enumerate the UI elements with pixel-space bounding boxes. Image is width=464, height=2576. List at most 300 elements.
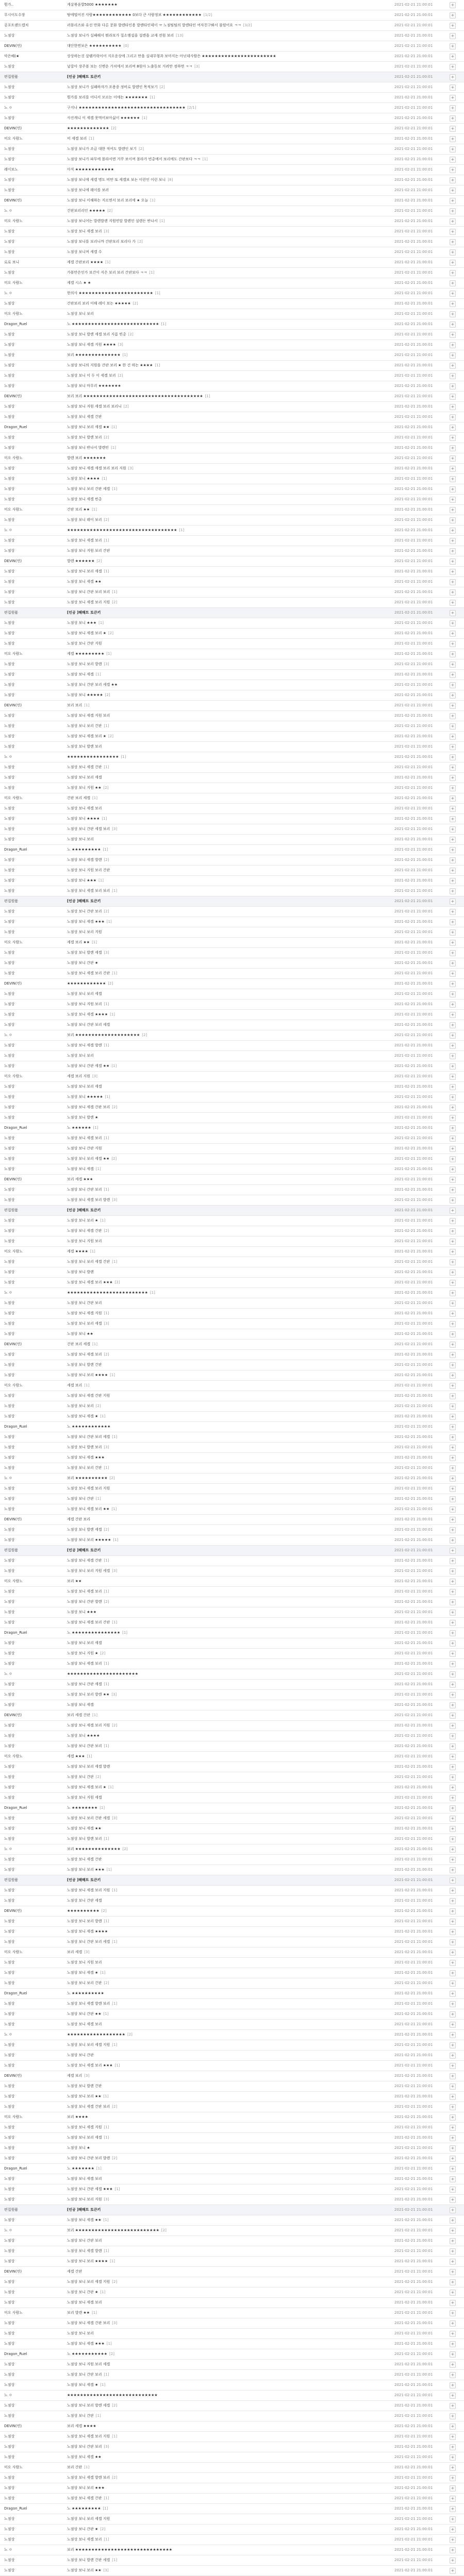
post-row[interactable] (0, 1236, 464, 1247)
post-writer[interactable]: 노점상 (4, 2568, 15, 2572)
expand-plus-icon[interactable]: + (450, 950, 456, 956)
post-writer[interactable]: 미오 사람노 (4, 1249, 23, 1253)
post-title-link[interactable] (67, 824, 387, 834)
post-writer[interactable]: 노점상 (4, 683, 15, 687)
post-title-link[interactable] (67, 2504, 387, 2514)
expand-plus-icon[interactable]: + (450, 2506, 456, 2512)
expand-plus-icon[interactable]: + (450, 1259, 456, 1265)
expand-plus-icon[interactable]: + (450, 1300, 456, 1307)
post-row[interactable] (0, 1267, 464, 1278)
post-title-link[interactable] (67, 1443, 387, 1452)
expand-plus-icon[interactable]: + (450, 2269, 456, 2275)
post-title-link[interactable] (67, 1216, 387, 1226)
post-writer[interactable]: 뭔가.. (4, 3, 13, 7)
post-writer[interactable]: 노점상 (4, 2403, 15, 2408)
expand-plus-icon[interactable]: + (450, 1805, 456, 1811)
post-row[interactable] (0, 907, 464, 917)
post-row[interactable] (0, 546, 464, 556)
post-writer[interactable]: 노점상 (4, 2517, 15, 2521)
post-row[interactable] (0, 752, 464, 762)
post-row[interactable] (0, 2514, 464, 2524)
expand-plus-icon[interactable]: + (450, 1991, 456, 1997)
expand-plus-icon[interactable]: + (450, 1713, 456, 1719)
post-row[interactable] (0, 1927, 464, 1937)
post-writer[interactable]: 편집원품 (4, 1208, 19, 1212)
notice-row[interactable] (0, 1546, 464, 1556)
post-title-link[interactable] (67, 2370, 387, 2380)
post-title-link[interactable] (67, 762, 387, 772)
post-writer[interactable]: 노점상 (4, 868, 15, 872)
post-title-link[interactable] (67, 2535, 387, 2545)
post-writer[interactable]: 노점상 (4, 2455, 15, 2459)
post-title-link[interactable] (67, 2524, 387, 2534)
expand-plus-icon[interactable]: + (450, 352, 456, 359)
expand-plus-icon[interactable]: + (450, 713, 456, 719)
post-row[interactable] (0, 2545, 464, 2555)
post-title-link[interactable] (67, 1649, 387, 1658)
post-title-link[interactable] (67, 598, 387, 607)
expand-plus-icon[interactable]: + (450, 1063, 456, 1070)
post-writer[interactable]: 노점상 (4, 188, 15, 192)
expand-plus-icon[interactable]: + (450, 507, 456, 513)
post-writer[interactable]: 노 ㅇ (4, 106, 12, 110)
post-writer[interactable]: Dragon_Ruel (4, 1425, 27, 1429)
post-title-link[interactable] (67, 1659, 387, 1669)
post-writer[interactable]: 노점상 (4, 415, 15, 419)
post-writer[interactable]: 노점상 (4, 1239, 15, 1243)
post-title-link[interactable] (67, 1350, 387, 1360)
post-title-link[interactable] (67, 495, 387, 504)
expand-plus-icon[interactable]: + (450, 2382, 456, 2388)
post-row[interactable] (0, 2463, 464, 2473)
post-writer[interactable]: 노점상 (4, 1455, 15, 1460)
expand-plus-icon[interactable]: + (450, 631, 456, 637)
post-title-link[interactable] (67, 155, 387, 164)
post-writer[interactable]: 노점상 (4, 301, 15, 306)
post-row[interactable] (0, 1360, 464, 1370)
post-writer[interactable]: 노점상 (4, 1528, 15, 1532)
post-title-link[interactable] (67, 1525, 387, 1535)
post-writer[interactable]: 노점상 (4, 693, 15, 697)
expand-plus-icon[interactable]: + (450, 188, 456, 194)
post-row[interactable] (0, 392, 464, 402)
post-row[interactable] (0, 2473, 464, 2483)
post-title-link[interactable] (67, 2421, 387, 2431)
post-writer[interactable]: 노점상 (4, 1321, 15, 1326)
post-row[interactable] (0, 2380, 464, 2391)
post-title-link[interactable] (67, 546, 387, 556)
expand-plus-icon[interactable]: + (450, 888, 456, 894)
post-title-link[interactable] (67, 2112, 387, 2122)
post-row[interactable] (0, 783, 464, 793)
post-writer[interactable]: DEVIN(연) (4, 126, 22, 130)
post-row[interactable] (0, 0, 464, 10)
post-writer[interactable]: 노점상 (4, 1589, 15, 1594)
expand-plus-icon[interactable]: + (450, 2, 456, 8)
post-writer[interactable]: 노 ㅇ (4, 2228, 12, 2232)
expand-plus-icon[interactable]: + (450, 2341, 456, 2347)
expand-plus-icon[interactable]: + (450, 1785, 456, 1791)
post-row[interactable] (0, 1288, 464, 1298)
post-writer[interactable]: 노점상 (4, 538, 15, 543)
expand-plus-icon[interactable]: + (450, 2537, 456, 2543)
post-title-link[interactable] (67, 2555, 387, 2565)
post-writer[interactable]: 노점상 (4, 64, 15, 69)
post-writer[interactable]: 노점상 (4, 1146, 15, 1150)
expand-plus-icon[interactable]: + (450, 2485, 456, 2492)
post-title-link[interactable] (67, 1875, 387, 1885)
post-writer[interactable]: 편집원품 (4, 75, 19, 79)
post-writer[interactable]: 노점상 (4, 518, 15, 522)
expand-plus-icon[interactable]: + (450, 795, 456, 802)
post-title-link[interactable] (67, 855, 387, 865)
post-title-link[interactable] (67, 2102, 387, 2112)
post-title-link[interactable] (67, 1422, 387, 1432)
expand-plus-icon[interactable]: + (450, 208, 456, 214)
expand-plus-icon[interactable]: + (450, 157, 456, 163)
post-title-link[interactable] (67, 2308, 387, 2318)
post-title-link[interactable] (67, 1072, 387, 1081)
post-writer[interactable]: 노점상 (4, 2558, 15, 2562)
post-row[interactable] (0, 2370, 464, 2380)
post-title-link[interactable] (67, 958, 387, 968)
expand-plus-icon[interactable]: + (450, 1383, 456, 1389)
expand-plus-icon[interactable]: + (450, 1424, 456, 1430)
post-writer[interactable]: 노점상 (4, 33, 15, 38)
post-writer[interactable]: 노점상 (4, 1507, 15, 1511)
post-writer[interactable]: 노점상 (4, 2177, 15, 2181)
post-writer[interactable]: 노점상 (4, 1188, 15, 1192)
post-writer[interactable]: 노점상 (4, 1610, 15, 1614)
post-writer[interactable]: 노점상 (4, 2136, 15, 2140)
expand-plus-icon[interactable]: + (450, 1053, 456, 1059)
expand-plus-icon[interactable]: + (450, 2094, 456, 2100)
post-title-link[interactable] (67, 979, 387, 989)
post-row[interactable] (0, 62, 464, 72)
post-title-link[interactable] (67, 113, 387, 123)
expand-plus-icon[interactable]: + (450, 826, 456, 833)
post-writer[interactable]: DEVIN(연) (4, 981, 22, 986)
post-row[interactable] (0, 1082, 464, 1092)
post-title-link[interactable] (67, 1793, 387, 1803)
post-row[interactable] (0, 2494, 464, 2504)
expand-plus-icon[interactable]: + (450, 311, 456, 317)
expand-plus-icon[interactable]: + (450, 260, 456, 266)
post-row[interactable] (0, 1669, 464, 1680)
expand-plus-icon[interactable]: + (450, 754, 456, 760)
post-row[interactable] (0, 1783, 464, 1793)
post-writer[interactable]: 노점상 (4, 1816, 15, 1820)
expand-plus-icon[interactable]: + (450, 33, 456, 39)
expand-plus-icon[interactable]: + (450, 332, 456, 338)
post-row[interactable] (0, 206, 464, 216)
expand-plus-icon[interactable]: + (450, 868, 456, 874)
post-title-link[interactable] (67, 216, 387, 226)
expand-plus-icon[interactable]: + (450, 1609, 456, 1616)
expand-plus-icon[interactable]: + (450, 1197, 456, 1204)
post-writer[interactable]: 노점상 (4, 1734, 15, 1738)
post-title-link[interactable] (67, 1577, 387, 1586)
expand-plus-icon[interactable]: + (450, 301, 456, 307)
post-row[interactable] (0, 2123, 464, 2133)
post-title-link[interactable] (67, 1257, 387, 1267)
post-row[interactable] (0, 1319, 464, 1329)
post-writer[interactable]: 노점상 (4, 1765, 15, 1769)
post-title-link[interactable] (67, 587, 387, 597)
post-row[interactable] (0, 969, 464, 979)
post-writer[interactable]: 노점상 (4, 332, 15, 336)
post-title-link[interactable] (67, 866, 387, 875)
expand-plus-icon[interactable]: + (450, 569, 456, 575)
expand-plus-icon[interactable]: + (450, 12, 456, 19)
post-writer[interactable]: 노점상 (4, 1929, 15, 1934)
post-row[interactable] (0, 670, 464, 680)
post-writer[interactable]: 노점상 (4, 621, 15, 625)
post-row[interactable] (0, 237, 464, 247)
post-title-link[interactable] (67, 804, 387, 814)
post-title-link[interactable] (67, 1154, 387, 1164)
post-row[interactable] (0, 495, 464, 505)
expand-plus-icon[interactable]: + (450, 837, 456, 843)
post-title-link[interactable] (67, 1515, 387, 1524)
expand-plus-icon[interactable]: + (450, 1764, 456, 1770)
post-title-link[interactable] (67, 2236, 387, 2246)
post-title-link[interactable] (67, 1226, 387, 1236)
expand-plus-icon[interactable]: + (450, 1826, 456, 1832)
expand-plus-icon[interactable]: + (450, 1548, 456, 1554)
post-row[interactable] (0, 1340, 464, 1350)
post-row[interactable] (0, 618, 464, 629)
notice-row[interactable] (0, 608, 464, 618)
post-row[interactable] (0, 2524, 464, 2535)
expand-plus-icon[interactable]: + (450, 2176, 456, 2182)
post-title-link[interactable] (67, 1401, 387, 1411)
post-row[interactable] (0, 2092, 464, 2102)
post-row[interactable] (0, 2329, 464, 2339)
post-row[interactable] (0, 1515, 464, 1525)
post-row[interactable] (0, 1443, 464, 1453)
post-title-link[interactable] (67, 103, 387, 113)
post-title-link[interactable] (67, 1412, 387, 1421)
post-row[interactable] (0, 1226, 464, 1236)
post-title-link[interactable] (67, 1741, 387, 1751)
post-row[interactable] (0, 1123, 464, 1133)
expand-plus-icon[interactable]: + (450, 651, 456, 657)
post-row[interactable] (0, 1247, 464, 1257)
expand-plus-icon[interactable]: + (450, 383, 456, 389)
expand-plus-icon[interactable]: + (450, 1846, 456, 1853)
post-title-link[interactable] (67, 340, 387, 350)
post-row[interactable] (0, 526, 464, 536)
expand-plus-icon[interactable]: + (450, 1105, 456, 1111)
post-title-link[interactable] (67, 227, 387, 236)
expand-plus-icon[interactable]: + (450, 2413, 456, 2419)
post-writer[interactable]: 노점상 (4, 858, 15, 862)
post-row[interactable] (0, 1175, 464, 1185)
expand-plus-icon[interactable]: + (450, 610, 456, 616)
post-writer[interactable]: 노점상 (4, 2290, 15, 2294)
notice-row[interactable] (0, 1206, 464, 1216)
post-writer[interactable]: 노점상 (4, 1662, 15, 1666)
expand-plus-icon[interactable]: + (450, 2279, 456, 2285)
post-writer[interactable]: 악은혜(★ (4, 54, 20, 58)
expand-plus-icon[interactable]: + (450, 445, 456, 451)
post-row[interactable] (0, 10, 464, 21)
post-writer[interactable]: 노점상 (4, 1569, 15, 1573)
post-title-link[interactable] (67, 1690, 387, 1700)
post-title-link[interactable] (67, 392, 387, 401)
expand-plus-icon[interactable]: + (450, 1239, 456, 1245)
post-title-link[interactable] (67, 1267, 387, 1277)
post-title-link[interactable] (67, 752, 387, 762)
post-row[interactable] (0, 340, 464, 350)
post-writer[interactable]: 노점상 (4, 85, 15, 89)
expand-plus-icon[interactable]: + (450, 2557, 456, 2564)
post-writer[interactable]: 노점상 (4, 95, 15, 99)
post-title-link[interactable] (67, 1710, 387, 1720)
expand-plus-icon[interactable]: + (450, 1362, 456, 1368)
post-row[interactable] (0, 412, 464, 422)
post-title-link[interactable] (67, 721, 387, 731)
post-title-link[interactable] (67, 2442, 387, 2452)
post-title-link[interactable] (67, 2205, 387, 2215)
post-title-link[interactable] (67, 2184, 387, 2194)
post-title-link[interactable] (67, 2339, 387, 2349)
post-writer[interactable]: 노점상 (4, 2187, 15, 2191)
post-title-link[interactable] (67, 1803, 387, 1813)
post-title-link[interactable] (67, 773, 387, 783)
notice-row[interactable] (0, 2205, 464, 2215)
post-writer[interactable]: 노 ㅇ (4, 1291, 12, 1295)
post-title-link[interactable] (67, 1855, 387, 1865)
expand-plus-icon[interactable]: + (450, 1249, 456, 1255)
post-title-link[interactable] (67, 680, 387, 690)
post-row[interactable] (0, 93, 464, 103)
post-writer[interactable]: 노점상 (4, 2486, 15, 2490)
expand-plus-icon[interactable]: + (450, 2032, 456, 2038)
post-title-link[interactable] (67, 361, 387, 370)
post-row[interactable] (0, 1370, 464, 1381)
post-writer[interactable]: 노점상 (4, 2527, 15, 2531)
post-title-link[interactable] (67, 1391, 387, 1401)
expand-plus-icon[interactable]: + (450, 74, 456, 80)
post-title-link[interactable] (67, 1463, 387, 1473)
post-row[interactable] (0, 2184, 464, 2195)
post-row[interactable] (0, 113, 464, 124)
post-row[interactable] (0, 855, 464, 866)
expand-plus-icon[interactable]: + (450, 909, 456, 915)
post-row[interactable] (0, 2318, 464, 2329)
expand-plus-icon[interactable]: + (450, 218, 456, 225)
post-writer[interactable]: 미오 사람노 (4, 1950, 23, 1954)
expand-plus-icon[interactable]: + (450, 1187, 456, 1193)
post-writer[interactable]: 노점상 (4, 765, 15, 769)
notice-row[interactable] (0, 72, 464, 82)
post-row[interactable] (0, 1103, 464, 1113)
expand-plus-icon[interactable]: + (450, 600, 456, 606)
post-writer[interactable]: 노점상 (4, 1373, 15, 1377)
post-writer[interactable]: 노 ㅇ (4, 291, 12, 295)
expand-plus-icon[interactable]: + (450, 239, 456, 245)
post-writer[interactable]: DEVIN(연) (4, 1342, 22, 1346)
post-writer[interactable]: 노점상 (4, 353, 15, 357)
post-row[interactable] (0, 371, 464, 381)
expand-plus-icon[interactable]: + (450, 2372, 456, 2378)
post-row[interactable] (0, 680, 464, 690)
post-title-link[interactable] (67, 1298, 387, 1308)
post-title-link[interactable] (67, 371, 387, 381)
expand-plus-icon[interactable]: + (450, 785, 456, 791)
post-title-link[interactable] (67, 907, 387, 917)
post-title-link[interactable] (67, 2040, 387, 2050)
post-title-link[interactable] (67, 742, 387, 752)
post-row[interactable] (0, 155, 464, 165)
expand-plus-icon[interactable]: + (450, 1115, 456, 1121)
post-title-link[interactable] (67, 783, 387, 793)
expand-plus-icon[interactable]: + (450, 1661, 456, 1667)
post-writer[interactable]: 노점상 (4, 1497, 15, 1501)
post-row[interactable] (0, 474, 464, 484)
post-row[interactable] (0, 1607, 464, 1618)
post-row[interactable] (0, 381, 464, 392)
post-title-link[interactable] (67, 1958, 387, 1968)
post-title-link[interactable] (67, 1947, 387, 1957)
post-row[interactable] (0, 1535, 464, 1546)
post-row[interactable] (0, 309, 464, 319)
expand-plus-icon[interactable]: + (450, 2001, 456, 2007)
post-writer[interactable]: 노점상 (4, 2414, 15, 2418)
expand-plus-icon[interactable]: + (450, 2320, 456, 2327)
post-writer[interactable]: 미오 사람노 (4, 456, 23, 460)
post-writer[interactable]: 노점상 (4, 1558, 15, 1563)
post-row[interactable] (0, 1649, 464, 1659)
post-row[interactable] (0, 2102, 464, 2112)
post-writer[interactable]: 노점상 (4, 2063, 15, 2067)
post-writer[interactable]: 노점상 (4, 435, 15, 439)
post-title-link[interactable] (67, 845, 387, 855)
post-row[interactable] (0, 1463, 464, 1473)
post-row[interactable] (0, 2411, 464, 2421)
post-writer[interactable]: 노점상 (4, 1981, 15, 1985)
expand-plus-icon[interactable]: + (450, 23, 456, 29)
post-row[interactable] (0, 1309, 464, 1319)
post-title-link[interactable] (67, 402, 387, 412)
post-writer[interactable]: 노점상 (4, 580, 15, 584)
post-row[interactable] (0, 721, 464, 732)
post-writer[interactable]: 노점상 (4, 1270, 15, 1274)
post-title-link[interactable] (67, 196, 387, 206)
post-writer[interactable]: 노점상 (4, 1394, 15, 1398)
post-title-link[interactable] (67, 1195, 387, 1205)
expand-plus-icon[interactable]: + (450, 1269, 456, 1276)
post-row[interactable] (0, 2555, 464, 2566)
expand-plus-icon[interactable]: + (450, 2073, 456, 2079)
post-writer[interactable]: 노점상 (4, 1682, 15, 1686)
expand-plus-icon[interactable]: + (450, 1290, 456, 1296)
post-writer[interactable]: 노점상 (4, 2249, 15, 2253)
post-writer[interactable]: 노점상 (4, 240, 15, 244)
post-title-link[interactable] (67, 299, 387, 309)
expand-plus-icon[interactable]: + (450, 1888, 456, 1894)
post-writer[interactable]: 노점상 (4, 786, 15, 790)
expand-plus-icon[interactable]: + (450, 2547, 456, 2553)
post-title-link[interactable] (67, 1700, 387, 1710)
post-title-link[interactable] (67, 2463, 387, 2472)
expand-plus-icon[interactable]: + (450, 43, 456, 49)
expand-plus-icon[interactable]: + (450, 579, 456, 585)
post-writer[interactable]: DEVIN(연) (4, 2074, 22, 2078)
post-writer[interactable]: 노점상 (4, 1352, 15, 1357)
